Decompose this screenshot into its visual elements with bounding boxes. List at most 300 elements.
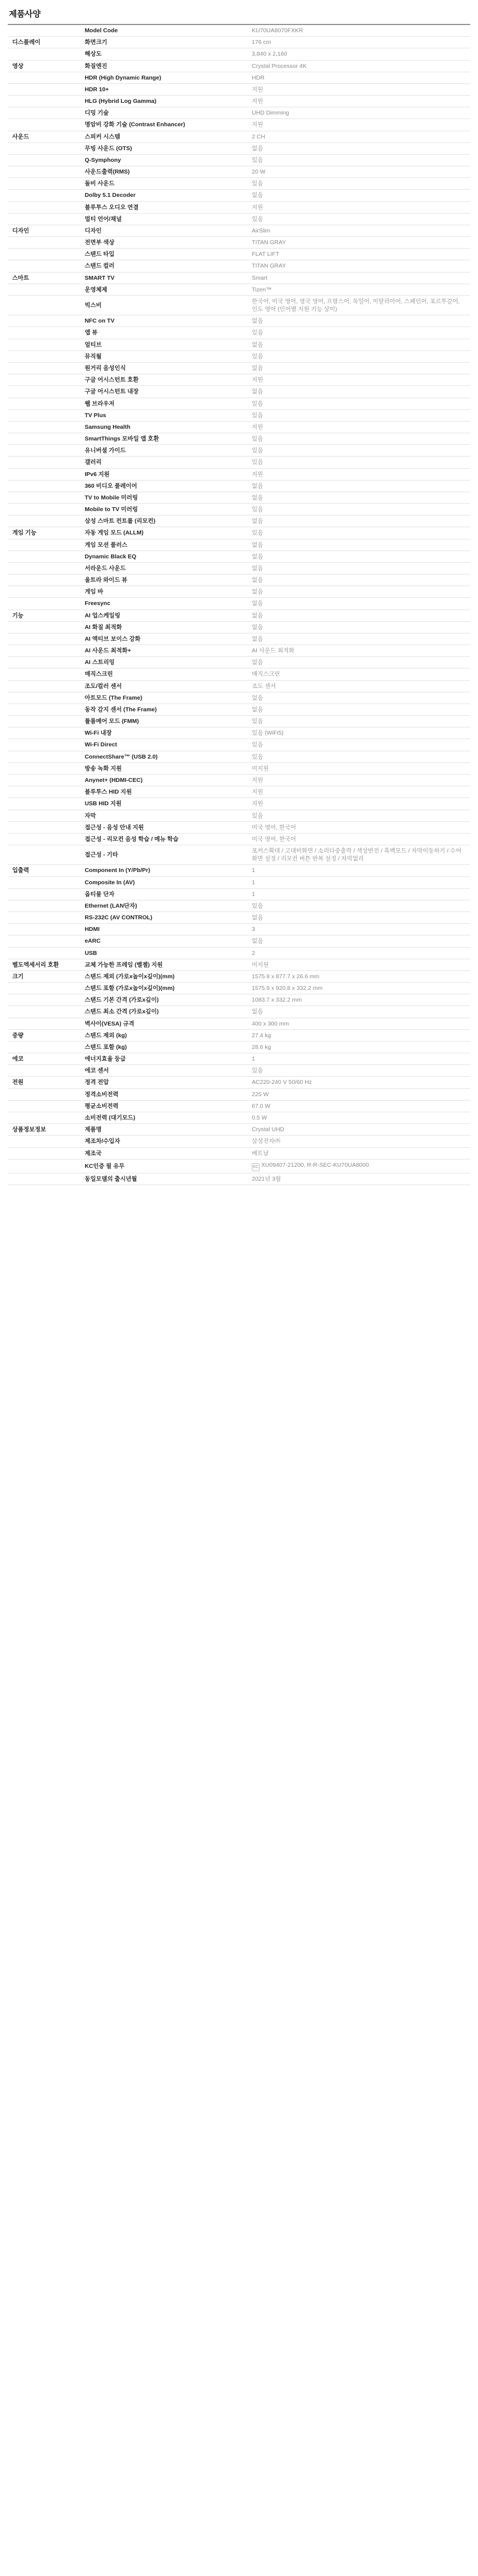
spec-item-value: FLAT LIFT (247, 249, 470, 260)
table-row (8, 1041, 470, 1053)
table-row (8, 295, 470, 315)
spec-item-value: 27.4 kg (247, 1029, 470, 1041)
spec-group-label (8, 1018, 80, 1029)
spec-item-value: 있음 (247, 504, 470, 516)
spec-group-label (8, 539, 80, 551)
spec-item-label: 웹 브라우저 (80, 398, 247, 409)
spec-item-value: 없음 (247, 1006, 470, 1018)
spec-item-value: 없음 (247, 539, 470, 551)
table-row (8, 1053, 470, 1065)
table-row (8, 386, 470, 398)
table-row (8, 562, 470, 574)
spec-group-label (8, 24, 80, 37)
table-row (8, 833, 470, 845)
spec-item-value: 176 cm (247, 37, 470, 48)
spec-group-label (8, 480, 80, 492)
spec-item-label: 제품명 (80, 1124, 247, 1136)
spec-item-value: 없음 (247, 621, 470, 633)
spec-group-label: 기능 (8, 610, 80, 621)
spec-item-label: 스탠드 제외 (가로x높이x깊이)(mm) (80, 970, 247, 982)
spec-item-label: 돌비 사운드 (80, 178, 247, 190)
spec-item-label: KC인증 필 유무 (80, 1159, 247, 1173)
spec-item-value: 지원 (247, 798, 470, 810)
table-row (8, 775, 470, 786)
spec-item-value: 1 (247, 888, 470, 900)
spec-group-label (8, 154, 80, 166)
table-row (8, 362, 470, 374)
spec-item-value: 없음 (247, 386, 470, 398)
spec-group-label (8, 178, 80, 190)
spec-item-value: 있음 (247, 178, 470, 190)
spec-group-label (8, 190, 80, 201)
spec-item-value: AirSlim (247, 225, 470, 236)
spec-item-label: 원거리 음성인식 (80, 362, 247, 374)
spec-group-label (8, 821, 80, 833)
spec-item-value: 있음 (247, 716, 470, 727)
table-row (8, 457, 470, 468)
table-row (8, 1112, 470, 1123)
spec-item-value: 없음 (247, 633, 470, 645)
spec-group-label (8, 845, 80, 865)
table-row (8, 249, 470, 260)
spec-group-label (8, 924, 80, 935)
spec-item-value (247, 1159, 470, 1173)
spec-item-label: 유니버셜 가이드 (80, 445, 247, 457)
table-row (8, 610, 470, 621)
spec-group-label: 영상 (8, 60, 80, 72)
table-row (8, 1124, 470, 1136)
table-row (8, 492, 470, 503)
spec-item-label: Dolby 5.1 Decoder (80, 190, 247, 201)
spec-item-value: 225 W (247, 1088, 470, 1100)
table-row (8, 468, 470, 480)
spec-group-label (8, 657, 80, 668)
spec-item-label: 서라운드 사운드 (80, 562, 247, 574)
spec-item-label: 에너지효율 등급 (80, 1053, 247, 1065)
page-title: 제품사양 (9, 9, 41, 19)
spec-group-label (8, 504, 80, 516)
spec-group-label (8, 786, 80, 798)
spec-group-label (8, 327, 80, 339)
spec-group-label (8, 249, 80, 260)
table-row (8, 1077, 470, 1088)
table-row (8, 96, 470, 107)
spec-group-label (8, 551, 80, 562)
spec-group-label (8, 751, 80, 762)
table-row (8, 1147, 470, 1159)
spec-group-label (8, 833, 80, 845)
table-row (8, 704, 470, 715)
spec-item-value: 있음 (247, 409, 470, 421)
spec-group-label (8, 586, 80, 598)
spec-item-value: 있음 (247, 900, 470, 911)
table-row (8, 900, 470, 911)
spec-item-label: Freesync (80, 598, 247, 610)
spec-group-label (8, 142, 80, 154)
spec-item-label: AI 액티브 보이스 강화 (80, 633, 247, 645)
spec-group-label (8, 284, 80, 295)
table-row (8, 131, 470, 142)
spec-item-value: 미국 영어, 한국어 (247, 821, 470, 833)
table-row (8, 994, 470, 1006)
table-row (8, 398, 470, 409)
spec-item-value: 2021년 3월 (247, 1173, 470, 1185)
spec-item-value: 3,840 x 2,160 (247, 48, 470, 60)
spec-item-value: KU70UA8070FXKR (247, 24, 470, 37)
spec-group-label (8, 201, 80, 213)
spec-group-label (8, 574, 80, 586)
spec-item-value: 미지원 (247, 959, 470, 970)
spec-group-label (8, 1088, 80, 1100)
spec-item-label: ConnectShare™ (USB 2.0) (80, 751, 247, 762)
spec-item-label: 정격소비전력 (80, 1088, 247, 1100)
spec-item-value: 있음 (247, 154, 470, 166)
spec-item-label: 매직스크린 (80, 668, 247, 680)
table-row (8, 516, 470, 527)
spec-group-label (8, 295, 80, 315)
spec-item-label: 디밍 기술 (80, 107, 247, 119)
spec-item-label: 스피커 시스템 (80, 131, 247, 142)
spec-item-label: AI 업스케일링 (80, 610, 247, 621)
table-row (8, 912, 470, 924)
table-row (8, 924, 470, 935)
spec-item-value: 1575.9 x 920.8 x 332.2 mm (247, 983, 470, 994)
table-row (8, 1136, 470, 1147)
spec-group-label: 크기 (8, 970, 80, 982)
table-row (8, 598, 470, 610)
spec-item-label: Samsung Health (80, 421, 247, 433)
spec-item-label: 삼성 스마트 컨트롤 (리모컨) (80, 516, 247, 527)
spec-item-label: 스탠드 최소 간격 (가로x깊이) (80, 1006, 247, 1018)
table-row (8, 668, 470, 680)
spec-item-value: 0.5 W (247, 1112, 470, 1123)
spec-item-value: 없음 (247, 692, 470, 704)
spec-item-value: 베트남 (247, 1147, 470, 1159)
spec-item-value: 400 x 300 mm (247, 1018, 470, 1029)
spec-item-value: HDR (247, 72, 470, 83)
spec-item-label: 제조국 (80, 1147, 247, 1159)
spec-group-label: 전원 (8, 1077, 80, 1088)
table-row (8, 959, 470, 970)
spec-item-value: 지원 (247, 468, 470, 480)
table-row (8, 821, 470, 833)
spec-item-label: 갤러리 (80, 457, 247, 468)
spec-item-label: 제조차/수입자 (80, 1136, 247, 1147)
table-row (8, 983, 470, 994)
spec-item-value: 지원 (247, 421, 470, 433)
table-row (8, 680, 470, 692)
spec-item-value: 있음 (247, 398, 470, 409)
table-row (8, 539, 470, 551)
table-row (8, 810, 470, 821)
spec-group-label (8, 810, 80, 821)
spec-item-label: USB HID 지원 (80, 798, 247, 810)
spec-item-value: 미국 영어, 한국어 (247, 833, 470, 845)
spec-item-label: 운영체제 (80, 284, 247, 295)
spec-item-value: 지원 (247, 775, 470, 786)
table-row (8, 142, 470, 154)
spec-item-label: RS-232C (AV CONTROL) (80, 912, 247, 924)
spec-group-label (8, 1112, 80, 1123)
table-row (8, 327, 470, 339)
table-row (8, 935, 470, 947)
spec-item-label: 블루투스 HID 지원 (80, 786, 247, 798)
spec-group-label (8, 1100, 80, 1112)
table-row (8, 225, 470, 236)
spec-item-value: 1 (247, 876, 470, 888)
spec-item-label: 동작 감지 센서 (The Frame) (80, 704, 247, 715)
spec-item-label: HDR (High Dynamic Range) (80, 72, 247, 83)
table-row (8, 845, 470, 865)
spec-item-label: SMART TV (80, 272, 247, 284)
spec-item-value: 있음 (247, 739, 470, 751)
spec-group-label (8, 1006, 80, 1018)
spec-item-value: 1 (247, 1053, 470, 1065)
spec-item-label: 구글 어시스턴트 호환 (80, 374, 247, 386)
spec-item-value: 28.6 kg (247, 1041, 470, 1053)
spec-item-label: TV Plus (80, 409, 247, 421)
spec-group-label (8, 398, 80, 409)
table-row (8, 970, 470, 982)
spec-item-value: 없음 (247, 935, 470, 947)
spec-group-label (8, 72, 80, 83)
spec-group-label (8, 1136, 80, 1147)
spec-item-value: 조도 센서 (247, 680, 470, 692)
spec-group-label (8, 912, 80, 924)
spec-item-value: 있음 (247, 350, 470, 362)
spec-item-label: AI 사운드 최적화+ (80, 645, 247, 657)
spec-item-value: 없음 (247, 586, 470, 598)
table-row (8, 1065, 470, 1077)
spec-item-label: 사운드출력(RMS) (80, 166, 247, 178)
spec-group-label (8, 350, 80, 362)
spec-group-label (8, 237, 80, 249)
spec-item-label: Wi-Fi Direct (80, 739, 247, 751)
table-row (8, 645, 470, 657)
spec-table (8, 24, 470, 1185)
table-row (8, 37, 470, 48)
spec-item-value: 있음 (247, 445, 470, 457)
spec-item-label: 평균소비전력 (80, 1100, 247, 1112)
spec-item-value: 있음 (247, 327, 470, 339)
spec-group-label (8, 119, 80, 131)
table-row (8, 107, 470, 119)
table-row (8, 727, 470, 739)
spec-item-label: AI 화질 최적화 (80, 621, 247, 633)
table-row (8, 284, 470, 295)
spec-group-label (8, 213, 80, 225)
table-row (8, 1006, 470, 1018)
spec-item-value: 있음 (247, 810, 470, 821)
spec-item-label: 멀티 언어/채널 (80, 213, 247, 225)
table-row (8, 409, 470, 421)
table-row (8, 480, 470, 492)
spec-item-label: 블루투스 오디오 연결 (80, 201, 247, 213)
spec-item-value: 있음 (247, 751, 470, 762)
spec-item-value: 1083.7 x 332.2 mm (247, 994, 470, 1006)
spec-page (0, 0, 478, 1202)
spec-group-label: 사운드 (8, 131, 80, 142)
spec-group-label (8, 727, 80, 739)
table-row (8, 154, 470, 166)
spec-item-label: 벽사이(VESA) 규격 (80, 1018, 247, 1029)
table-row (8, 166, 470, 178)
spec-item-value: 없음 (247, 492, 470, 503)
spec-group-label (8, 421, 80, 433)
spec-item-value: 2 (247, 947, 470, 959)
table-row (8, 433, 470, 445)
table-row (8, 60, 470, 72)
spec-item-value: 없음 (247, 480, 470, 492)
spec-item-label: IPv6 지원 (80, 468, 247, 480)
table-row (8, 692, 470, 704)
spec-item-label: HDR 10+ (80, 83, 247, 95)
spec-group-label (8, 621, 80, 633)
spec-item-label: USB (80, 947, 247, 959)
spec-item-label: 빅스비 (80, 295, 247, 315)
spec-group-label (8, 645, 80, 657)
table-row (8, 762, 470, 774)
spec-group-label (8, 409, 80, 421)
spec-group-label: 상품정보정보 (8, 1124, 80, 1136)
spec-item-value: 지원 (247, 119, 470, 131)
spec-item-value: 있음 (247, 527, 470, 539)
spec-group-label (8, 1159, 80, 1173)
spec-group-label (8, 386, 80, 398)
spec-item-label: 해상도 (80, 48, 247, 60)
spec-item-label: 소비전력 (대기모드) (80, 1112, 247, 1123)
spec-group-label (8, 739, 80, 751)
table-row (8, 621, 470, 633)
spec-item-label: Wi-Fi 내장 (80, 727, 247, 739)
spec-item-label: AI 스트리밍 (80, 657, 247, 668)
spec-item-label: 스탠드 제외 (kg) (80, 1029, 247, 1041)
spec-item-value: 없음 (247, 610, 470, 621)
table-row (8, 1088, 470, 1100)
table-row (8, 551, 470, 562)
table-row (8, 350, 470, 362)
table-row (8, 421, 470, 433)
table-row (8, 1159, 470, 1173)
table-row (8, 445, 470, 457)
spec-item-label: 스탠드 포함 (kg) (80, 1041, 247, 1053)
spec-item-value: 없음 (247, 704, 470, 715)
spec-item-value: Tizen™ (247, 284, 470, 295)
spec-item-label: Q-Symphony (80, 154, 247, 166)
spec-item-label: 구글 어시스턴트 내장 (80, 386, 247, 398)
table-row (8, 716, 470, 727)
table-row (8, 527, 470, 539)
table-row (8, 786, 470, 798)
spec-item-value: 있음 (247, 1065, 470, 1077)
table-row (8, 574, 470, 586)
table-row (8, 374, 470, 386)
spec-group-label (8, 716, 80, 727)
spec-item-value: 없음 (247, 912, 470, 924)
spec-group-label: 벨도엑세서리 호환 (8, 959, 80, 970)
spec-item-value: TITAN GRAY (247, 260, 470, 272)
table-row (8, 260, 470, 272)
spec-item-label: 튤륨메어 모드 (FMM) (80, 716, 247, 727)
table-row (8, 633, 470, 645)
spec-item-label: Anynet+ (HDMI-CEC) (80, 775, 247, 786)
spec-item-value: 없음 (247, 598, 470, 610)
spec-item-label: 접근성 - 리모컨 음성 학습 / 메뉴 학습 (80, 833, 247, 845)
spec-item-label: 접근성 - 음성 안내 지원 (80, 821, 247, 833)
spec-group-label: 스마트 (8, 272, 80, 284)
spec-item-value: 지원 (247, 83, 470, 95)
spec-item-value: 없음 (247, 339, 470, 350)
spec-item-label: 옵티물 단자 (80, 888, 247, 900)
spec-group-label (8, 362, 80, 374)
table-row (8, 586, 470, 598)
spec-group-label (8, 876, 80, 888)
spec-item-label: 정격 전압 (80, 1077, 247, 1088)
spec-item-value: AI 사운드 최적화 (247, 645, 470, 657)
table-row (8, 315, 470, 327)
table-row (8, 213, 470, 225)
spec-group-label (8, 598, 80, 610)
spec-item-label: 전면부 색상 (80, 237, 247, 249)
spec-group-label (8, 775, 80, 786)
spec-table-body (8, 24, 470, 1185)
spec-item-label: HLG (Hybrid Log Gamma) (80, 96, 247, 107)
spec-group-label (8, 983, 80, 994)
spec-item-value: 있음 (247, 213, 470, 225)
spec-item-label: 명암비 강화 기술 (Contrast Enhancer) (80, 119, 247, 131)
spec-item-value: 없음 (247, 362, 470, 374)
spec-item-label: 스탠드 타입 (80, 249, 247, 260)
spec-item-value: 없음 (247, 142, 470, 154)
spec-item-value: 3 (247, 924, 470, 935)
spec-item-value: TITAN GRAY (247, 237, 470, 249)
table-row (8, 83, 470, 95)
spec-item-value: 있음 (247, 457, 470, 468)
spec-group-label (8, 339, 80, 350)
spec-group-label (8, 888, 80, 900)
spec-item-value: 매직스크린 (247, 668, 470, 680)
spec-item-label: NFC on TV (80, 315, 247, 327)
spec-item-label: 얼티브 (80, 339, 247, 350)
spec-item-value: 없음 (247, 190, 470, 201)
spec-item-value: Crystal UHD (247, 1124, 470, 1136)
spec-item-value: 있음 (WiFi5) (247, 727, 470, 739)
spec-item-value: 없음 (247, 574, 470, 586)
spec-item-label: 울트라 와이드 뷰 (80, 574, 247, 586)
spec-group-label (8, 1041, 80, 1053)
spec-item-label: 방송 녹화 지원 (80, 762, 247, 774)
spec-item-label: Mobile to TV 미러링 (80, 504, 247, 516)
spec-item-value: 2 CH (247, 131, 470, 142)
spec-item-label: Ethernet (LAN단자) (80, 900, 247, 911)
spec-group-label (8, 516, 80, 527)
table-row (8, 119, 470, 131)
table-row (8, 947, 470, 959)
table-row (8, 72, 470, 83)
table-row (8, 739, 470, 751)
spec-item-label: 스탠드 컬러 (80, 260, 247, 272)
spec-item-value: 1575.9 x 877.7 x 26.6 mm (247, 970, 470, 982)
spec-group-label (8, 260, 80, 272)
spec-item-value: 1 (247, 865, 470, 876)
spec-item-label: 앱 뷰 (80, 327, 247, 339)
table-row (8, 865, 470, 876)
table-row (8, 190, 470, 201)
spec-item-value: 67.0 W (247, 1100, 470, 1112)
spec-group-label (8, 900, 80, 911)
spec-item-value: 없음 (247, 551, 470, 562)
spec-item-value: UHD Dimming (247, 107, 470, 119)
